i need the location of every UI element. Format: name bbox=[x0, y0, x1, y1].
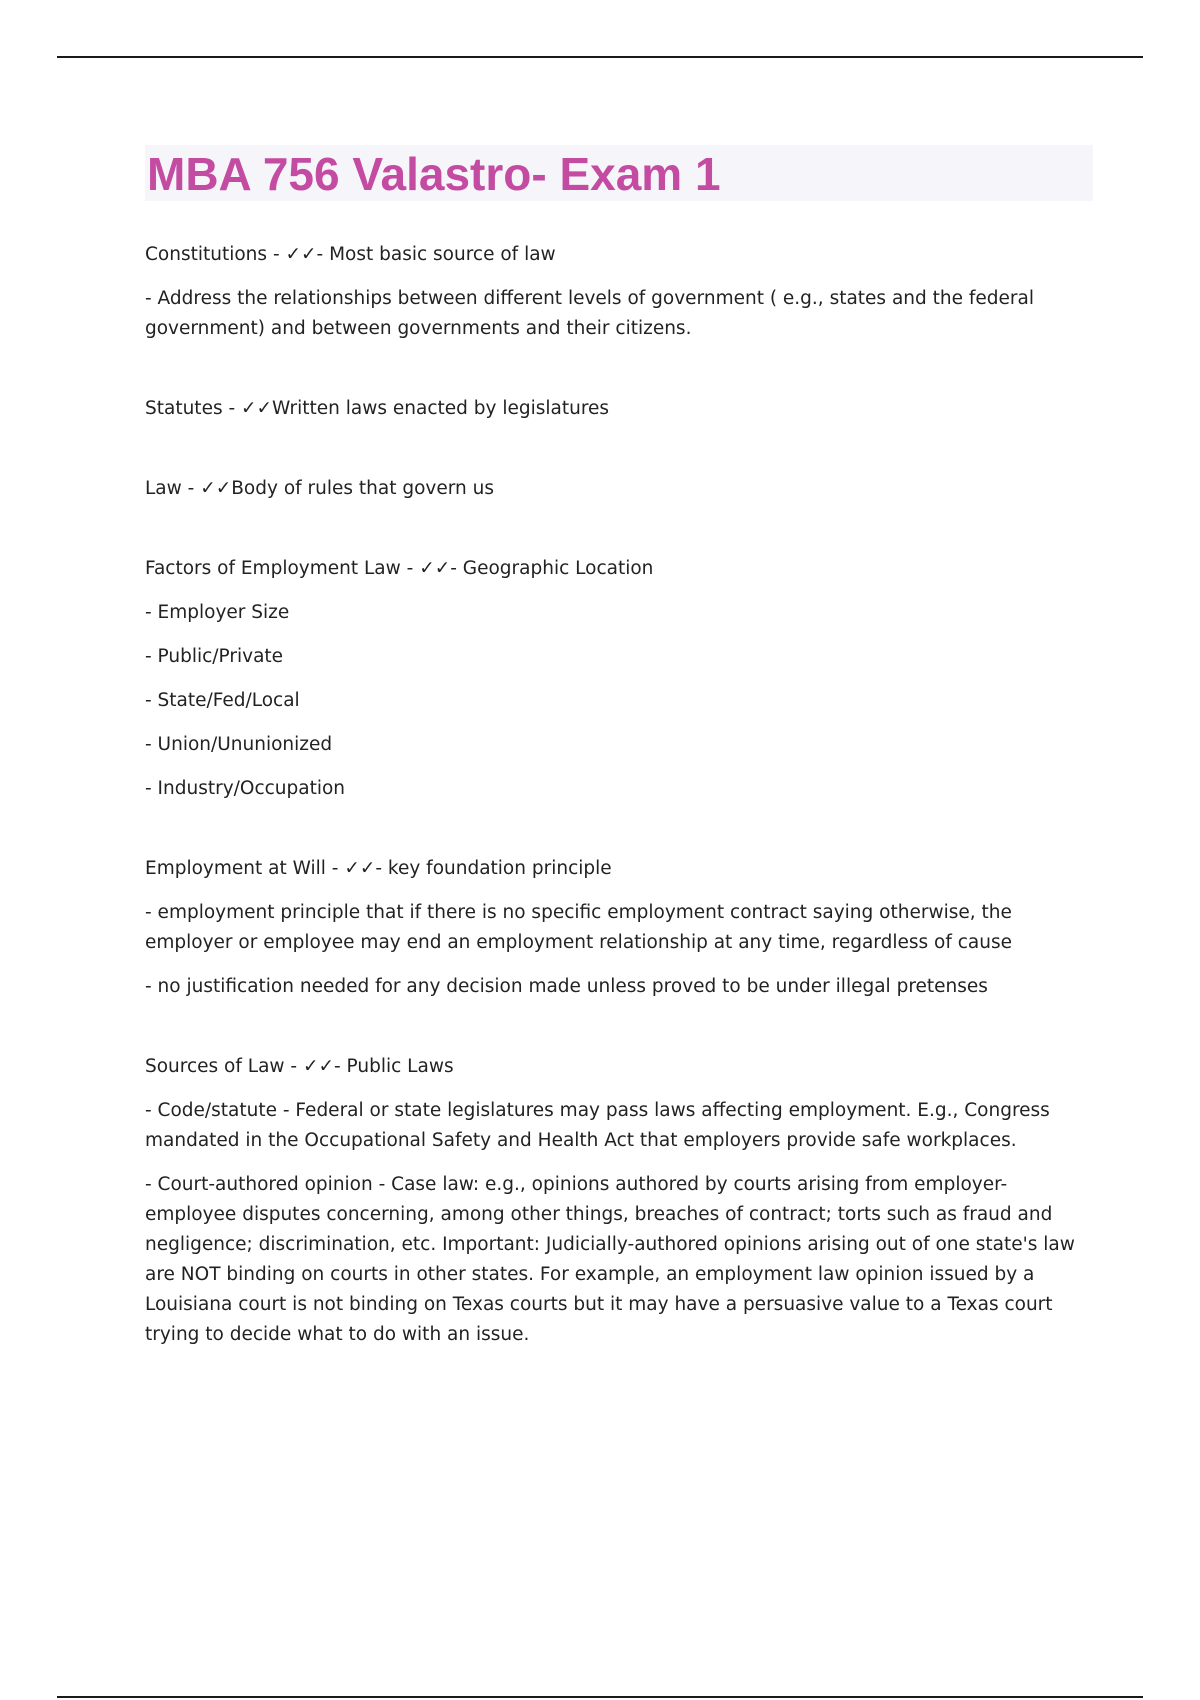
flashcard-definition: - Most basic source of law bbox=[316, 244, 556, 265]
double-check-icon: ✓✓ bbox=[302, 1056, 334, 1077]
flashcard-definition: Written laws enacted by legislatures bbox=[272, 398, 610, 419]
flashcard-item bbox=[145, 394, 1095, 424]
flashcard-term-line: Sources of Law - ✓✓- Public Laws bbox=[145, 1056, 454, 1077]
flashcard-term-line: Law - ✓✓Body of rules that govern us bbox=[145, 478, 494, 499]
flashcard-term: Law bbox=[145, 478, 182, 499]
flashcard-definition: - Geographic Location bbox=[450, 558, 654, 579]
double-check-icon: ✓✓ bbox=[344, 858, 376, 879]
flashcard-term-line: Employment at Will - ✓✓- key foundation principle bbox=[145, 858, 612, 879]
flashcard-term: Factors of Employment Law bbox=[145, 558, 401, 579]
flashcard-term-line: Constitutions - ✓✓- Most basic source of law bbox=[145, 244, 556, 265]
flashcard-definition-line: - Union/Ununionized bbox=[145, 734, 333, 755]
flashcard-term-line: Statutes - ✓✓Written laws enacted by legislatures bbox=[145, 398, 610, 419]
flashcard-list bbox=[145, 240, 1095, 1350]
flashcard-definition-line: - Employer Size bbox=[145, 602, 290, 623]
flashcard-item bbox=[145, 554, 1095, 804]
flashcard-item bbox=[145, 854, 1095, 1002]
flashcard-definition-line: - Public/Private bbox=[145, 646, 284, 667]
double-check-icon: ✓✓ bbox=[241, 398, 273, 419]
flashcard-definition-line: - Court-authored opinion - Case law: e.g., opinions authored by courts arising from employer-employee disputes concerning, among other things, breaches of contract; torts such as fraud and negligence; discrimination, etc. Important: Judicially-authored opinions arising out of one state's law are NOT binding on courts in other states. For example, an employment law opinion issued by a Louisiana court is not binding on Texas courts but it may have a persuasive value to a Texas court trying to decide what to do with an issue. bbox=[145, 1174, 1075, 1345]
flashcard-definition: Body of rules that govern us bbox=[231, 478, 494, 499]
flashcard-term: Employment at Will bbox=[145, 858, 326, 879]
flashcard-term: Constitutions bbox=[145, 244, 268, 265]
title-band bbox=[145, 145, 1093, 201]
double-check-icon: ✓✓ bbox=[285, 244, 317, 265]
flashcard-definition-line: - Address the relationships between different levels of government ( e.g., states and the federal government) and between governments and their citizens. bbox=[145, 288, 1034, 339]
bottom-rule bbox=[57, 1696, 1143, 1698]
flashcard-definition-line: - Code/statute - Federal or state legislatures may pass laws affecting employment. E.g., Congress mandated in the Occupational Safety and Health Act that employers provide safe workplaces. bbox=[145, 1100, 1050, 1151]
flashcard-term-line: Factors of Employment Law - ✓✓- Geographic Location bbox=[145, 558, 654, 579]
flashcard-definition-line: - employment principle that if there is no specific employment contract saying otherwise, the employer or employee may end an employment relationship at any time, regardless of cause bbox=[145, 902, 1012, 953]
flashcard-item bbox=[145, 240, 1095, 344]
double-check-icon: ✓✓ bbox=[200, 478, 232, 499]
flashcard-definition-line: - Industry/Occupation bbox=[145, 778, 346, 799]
flashcard-definition-line: - State/Fed/Local bbox=[145, 690, 300, 711]
flashcard-definition: - key foundation principle bbox=[375, 858, 612, 879]
flashcard-item bbox=[145, 474, 1095, 504]
flashcard-item bbox=[145, 1052, 1095, 1350]
document-title: MBA 756 Valastro- Exam 1 bbox=[147, 148, 721, 200]
document-body bbox=[145, 145, 1095, 1400]
flashcard-definition-line: - no justification needed for any decision made unless proved to be under illegal pretenses bbox=[145, 976, 988, 997]
flashcard-term: Statutes bbox=[145, 398, 223, 419]
top-rule bbox=[57, 56, 1143, 58]
double-check-icon: ✓✓ bbox=[419, 558, 451, 579]
flashcard-definition: - Public Laws bbox=[334, 1056, 454, 1077]
flashcard-term: Sources of Law bbox=[145, 1056, 285, 1077]
